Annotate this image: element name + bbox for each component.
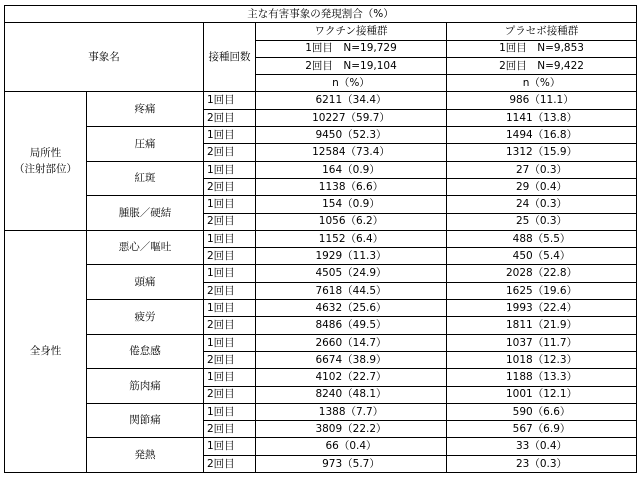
- dose-count-cell: 1回目: [204, 403, 256, 420]
- dose-count-cell: 2回目: [204, 178, 256, 195]
- placebo-value-cell: 567（6.9）: [447, 421, 637, 438]
- group-label-line: （注射部位）: [14, 163, 77, 176]
- table-body: [5, 92, 637, 473]
- dose-count-cell: 1回目: [204, 438, 256, 455]
- vaccine-n-dose1: 1回目 N=19,729: [256, 40, 447, 57]
- dose-count-cell: 1回目: [204, 265, 256, 282]
- placebo-value-cell: 1312（15.9）: [447, 144, 637, 161]
- vaccine-value-cell: 1056（6.2）: [256, 213, 447, 230]
- table-row: [5, 265, 637, 282]
- dose-count-cell: 1回目: [204, 161, 256, 178]
- vaccine-value-cell: 973（5.7）: [256, 455, 447, 472]
- table-row: [5, 161, 637, 178]
- placebo-value-cell: 1141（13.8）: [447, 109, 637, 126]
- vaccine-value-cell: 3809（22.2）: [256, 421, 447, 438]
- vaccine-value-cell: 8240（48.1）: [256, 386, 447, 403]
- vaccine-value-cell: 1138（6.6）: [256, 178, 447, 195]
- dose-count-cell: 1回目: [204, 334, 256, 351]
- table-row: [5, 334, 637, 351]
- vaccine-value-cell: 6674（38.9）: [256, 351, 447, 368]
- vaccine-value-cell: 1152（6.4）: [256, 230, 447, 247]
- placebo-value-cell: 33（0.4）: [447, 438, 637, 455]
- vaccine-value-cell: 7618（44.5）: [256, 282, 447, 299]
- dose-count-cell: 2回目: [204, 386, 256, 403]
- dose-count-cell: 1回目: [204, 369, 256, 386]
- event-name: 発熱: [87, 438, 204, 473]
- table-row: [5, 230, 637, 247]
- event-name: 疲労: [87, 300, 204, 335]
- table-row: [5, 127, 637, 144]
- vaccine-n-dose2: 2回目 N=19,104: [256, 57, 447, 74]
- dose-count-cell: 2回目: [204, 351, 256, 368]
- placebo-n-dose2: 2回目 N=9,422: [447, 57, 637, 74]
- dose-count-cell: 2回目: [204, 282, 256, 299]
- table-row: [5, 300, 637, 317]
- placebo-value-cell: 23（0.3）: [447, 455, 637, 472]
- dose-count-cell: 1回目: [204, 230, 256, 247]
- placebo-value-cell: 590（6.6）: [447, 403, 637, 420]
- event-name-header: 事象名: [5, 23, 204, 92]
- placebo-value-cell: 1001（12.1）: [447, 386, 637, 403]
- table-row: [5, 92, 637, 109]
- event-name: 紅斑: [87, 161, 204, 196]
- placebo-value-cell: 2028（22.8）: [447, 265, 637, 282]
- placebo-group-header: プラセボ接種群: [447, 23, 637, 40]
- table-row: [5, 403, 637, 420]
- event-name: 関節痛: [87, 403, 204, 438]
- dose-count-cell: 1回目: [204, 300, 256, 317]
- dose-count-cell: 2回目: [204, 109, 256, 126]
- group-label: [5, 92, 87, 230]
- vaccine-value-cell: 1929（11.3）: [256, 248, 447, 265]
- placebo-value-cell: 1811（21.9）: [447, 317, 637, 334]
- event-name: 悪心／嘔吐: [87, 230, 204, 265]
- vaccine-value-cell: 1388（7.7）: [256, 403, 447, 420]
- vaccine-value-cell: 9450（52.3）: [256, 127, 447, 144]
- placebo-value-cell: 29（0.4）: [447, 178, 637, 195]
- vaccine-value-cell: 4505（24.9）: [256, 265, 447, 282]
- group-label-line: 局所性: [29, 146, 62, 159]
- vaccine-value-cell: 164（0.9）: [256, 161, 447, 178]
- vaccine-value-cell: 2660（14.7）: [256, 334, 447, 351]
- table-row: [5, 369, 637, 386]
- dose-count-cell: 1回目: [204, 92, 256, 109]
- placebo-value-cell: 1993（22.4）: [447, 300, 637, 317]
- adverse-events-table-container: [4, 5, 637, 473]
- placebo-value-cell: 27（0.3）: [447, 161, 637, 178]
- event-name: 疼痛: [87, 92, 204, 127]
- vaccine-value-cell: 66（0.4）: [256, 438, 447, 455]
- table-header: [5, 6, 637, 92]
- event-name: 圧痛: [87, 127, 204, 162]
- vaccine-value-cell: 10227（59.7）: [256, 109, 447, 126]
- dose-count-cell: 2回目: [204, 455, 256, 472]
- dose-count-cell: 2回目: [204, 213, 256, 230]
- placebo-n-dose1: 1回目 N=9,853: [447, 40, 637, 57]
- dose-count-cell: 2回目: [204, 421, 256, 438]
- placebo-value-cell: 986（11.1）: [447, 92, 637, 109]
- dose-count-cell: 1回目: [204, 127, 256, 144]
- vaccine-n-pct-label: n（%）: [256, 75, 447, 92]
- dose-count-cell: 1回目: [204, 196, 256, 213]
- vaccine-value-cell: 4632（25.6）: [256, 300, 447, 317]
- table-title: 主な有害事象の発現割合（%）: [5, 6, 637, 23]
- placebo-value-cell: 1494（16.8）: [447, 127, 637, 144]
- placebo-value-cell: 24（0.3）: [447, 196, 637, 213]
- dose-count-cell: 2回目: [204, 144, 256, 161]
- vaccine-group-header: ワクチン接種群: [256, 23, 447, 40]
- table-row: [5, 196, 637, 213]
- event-name: 倦怠感: [87, 334, 204, 369]
- adverse-events-table: [4, 5, 637, 473]
- event-name: 腫脹／硬結: [87, 196, 204, 231]
- placebo-value-cell: 1188（13.3）: [447, 369, 637, 386]
- dose-count-cell: 2回目: [204, 248, 256, 265]
- placebo-value-cell: 1018（12.3）: [447, 351, 637, 368]
- placebo-value-cell: 1037（11.7）: [447, 334, 637, 351]
- vaccine-value-cell: 154（0.9）: [256, 196, 447, 213]
- event-name: 筋肉痛: [87, 369, 204, 404]
- table-row: [5, 438, 637, 455]
- placebo-value-cell: 1625（19.6）: [447, 282, 637, 299]
- placebo-value-cell: 488（5.5）: [447, 230, 637, 247]
- group-label-line: 全身性: [29, 345, 62, 358]
- event-name: 頭痛: [87, 265, 204, 300]
- placebo-value-cell: 450（5.4）: [447, 248, 637, 265]
- vaccine-value-cell: 6211（34.4）: [256, 92, 447, 109]
- placebo-n-pct-label: n（%）: [447, 75, 637, 92]
- placebo-value-cell: 25（0.3）: [447, 213, 637, 230]
- dose-count-header: 接種回数: [204, 23, 256, 92]
- vaccine-value-cell: 8486（49.5）: [256, 317, 447, 334]
- vaccine-value-cell: 12584（73.4）: [256, 144, 447, 161]
- dose-count-cell: 2回目: [204, 317, 256, 334]
- group-label: [5, 230, 87, 472]
- vaccine-value-cell: 4102（22.7）: [256, 369, 447, 386]
